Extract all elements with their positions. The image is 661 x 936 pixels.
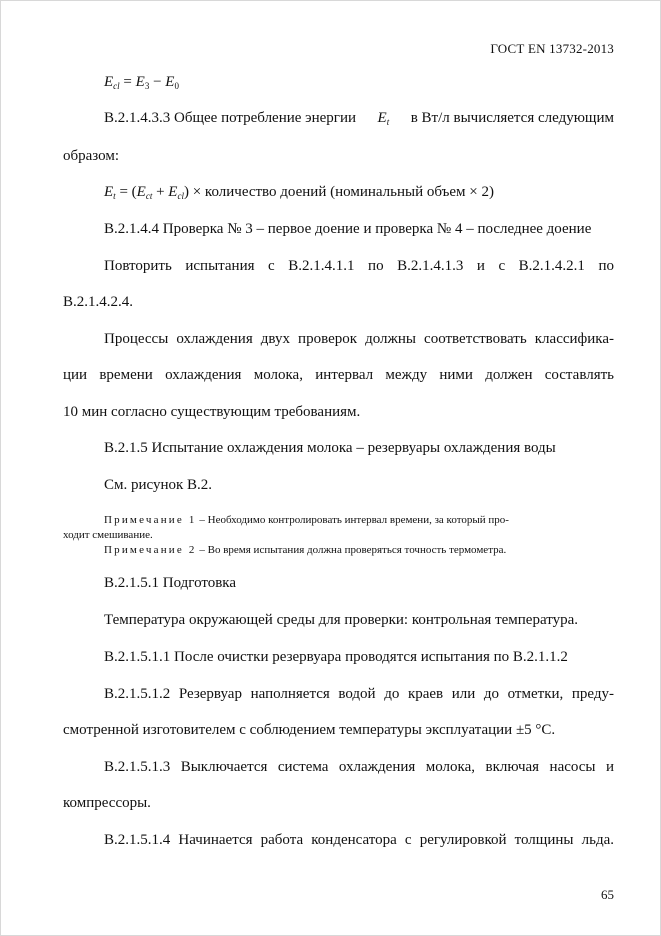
para-b21433-suffix: в Вт/л вычисляется следующим: [410, 110, 614, 126]
para-processes-line3: 10 мин согласно существующим требованиям.: [63, 404, 361, 420]
para-b21512-line1: В.2.1.5.1.2 Резервуар наполняется водой до краев или до отметки, преду-: [104, 686, 614, 702]
para-processes-line1: Процессы охлаждения двух проверок должны соответствовать классифика-: [104, 331, 614, 347]
page-number: 65: [601, 887, 614, 902]
para-b21433-prefix: В.2.1.4.3.3 Общее потребление энергии: [104, 110, 357, 126]
note-2: [104, 543, 614, 557]
formula-ecl: $E_{cl} = E_3 - E_0$: [104, 74, 179, 91]
note-1-line2: ходит смешивание.: [63, 529, 153, 541]
para-b2144: В.2.1.4.4 Проверка № 3 – первое доение и проверка № 4 – последнее доение: [104, 221, 592, 237]
formula-et: $E_t = (E_{ct} + E_{cl})$ × количество доений (номинальный объем × 2): [104, 184, 494, 201]
para-processes-line2: ции времени охлаждения молока, интервал между ними должен составлять: [63, 367, 614, 383]
para-b21514: В.2.1.5.1.4 Начинается работа конденсатора с регулировкой толщины льда.: [104, 832, 614, 848]
para-b2151: В.2.1.5.1 Подготовка: [104, 575, 237, 591]
para-b21511: В.2.1.5.1.1 После очистки резервуара проводятся испытания по В.2.1.1.2: [104, 649, 568, 665]
note-2-text: – Во время испытания должна проверяться точность термометра.: [199, 544, 507, 556]
para-repeat-line1: Повторить испытания с В.2.1.4.1.1 по В.2.1.4.1.3 и с В.2.1.4.2.1 по: [104, 258, 614, 274]
para-b21512-line2: смотренной изготовителем с соблюдением температуры эксплуатации ±5 °С.: [63, 722, 556, 738]
para-b215: В.2.1.5 Испытание охлаждения молока – резервуары охлаждения воды: [104, 440, 556, 456]
standard-header: ГОСТ EN 13732-2013: [490, 41, 614, 56]
para-b21513-line2: компрессоры.: [63, 795, 151, 811]
var-et: $E_t$: [377, 110, 390, 127]
para-repeat-line2: В.2.1.4.2.4.: [63, 294, 134, 310]
note-1-label: Примечание 1: [104, 514, 197, 526]
note-1-line1: [104, 513, 614, 527]
para-b21433-line2: образом:: [63, 148, 120, 164]
para-temperature: Температура окружающей среды для проверки: контрольная температура.: [104, 612, 579, 628]
formula-et-tail: × количество доений (номинальный объем × 2): [192, 184, 494, 200]
para-see-figure: См. рисунок В.2.: [104, 477, 213, 493]
note-2-label: Примечание 2: [104, 544, 197, 556]
note-1-text: – Необходимо контролировать интервал времени, за который про-: [199, 514, 509, 526]
para-b21433-line1: [104, 109, 614, 127]
para-b21513-line1: В.2.1.5.1.3 Выключается система охлаждения молока, включая насосы и: [104, 759, 614, 775]
